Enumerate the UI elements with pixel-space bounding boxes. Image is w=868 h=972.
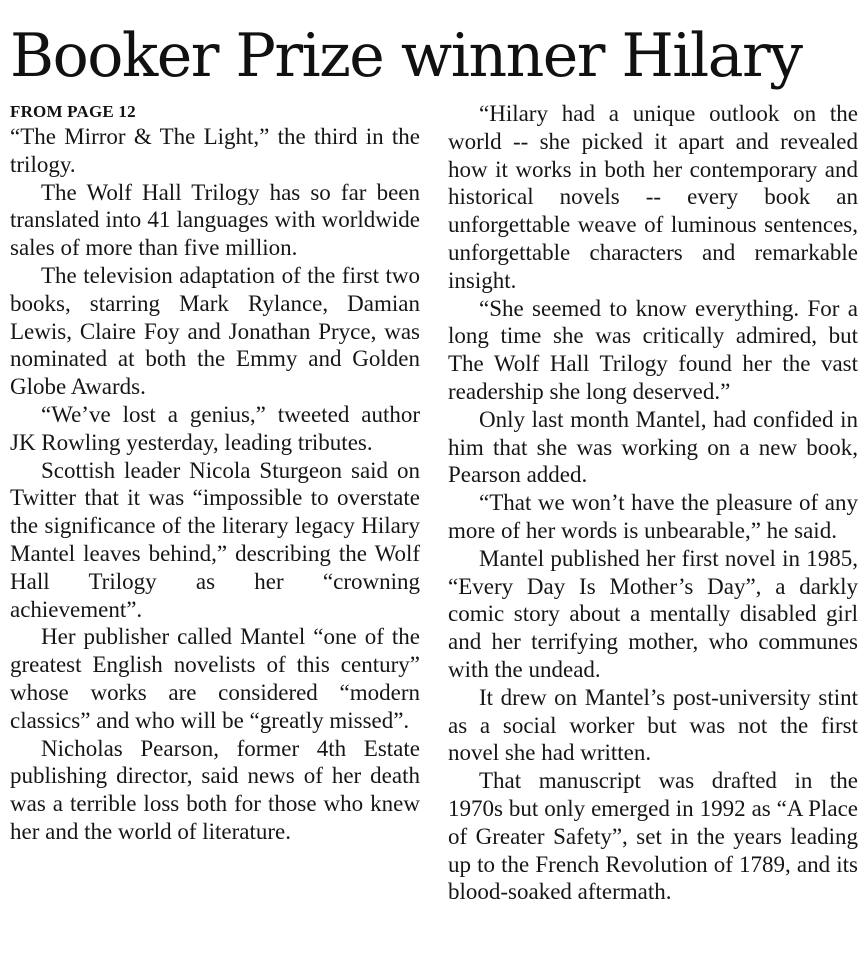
paragraph: The television adaptation of the first two books, starring Mark Rylance, Damian Lewis, Claire Foy and Jonathan Pryce, was nominated at both the Emmy and Golden Globe Awards. [10,262,420,400]
paragraph: It drew on Mantel’s post-university stint as a social worker but was not the first novel she had written. [448,684,858,766]
headline: Booker Prize winner Hilary [10,21,802,91]
paragraph: “That we won’t have the pleasure of any more of her words is unbearable,” he said. [448,490,858,543]
paragraph: That manuscript was drafted in the 1970s but only emerged in 1992 as “A Place of Greater Safety”, set in the years leading up to the French Revolution of 1789, and its blood-soaked aftermath. [448,768,858,905]
article-column-left [10,100,420,846]
paragraph: The Wolf Hall Trilogy has so far been translated into 41 languages with worldwide sales of more than five million. [10,179,420,261]
paragraph: Only last month Mantel, had confided in him that she was working on a new book, Pearson added. [448,406,858,488]
paragraph: “Hilary had a unique outlook on the world -- she picked it apart and revealed how it works in both her contemporary and historical novels -- every book an unforgettable weave of luminous sentences, unforgettable characters and remarkable insight. [448,101,858,293]
paragraph: Her publisher called Mantel “one of the greatest English novelists of this century” whose works are considered “modern classics” and who will be “greatly missed”. [10,624,420,733]
continued-from-kicker: FROM PAGE 12 [10,102,136,121]
paragraph: “The Mirror & The Light,” the third in the trilogy. [10,124,420,177]
paragraph: Scottish leader Nicola Sturgeon said on Twitter that it was “impossible to overstate the significance of the literary legacy Hilary Mantel leaves behind,” describing the Wolf Hall Trilogy as her “crowning achievement”. [10,457,420,622]
paragraph: Mantel published her first novel in 1985, “Every Day Is Mother’s Day”, a darkly comic story about a mentally disabled girl and her terrifying mother, who communes with the undead. [448,545,858,682]
paragraph: “She seemed to know everything. For a long time she was critically admired, but The Wolf Hall Trilogy found her the vast readership she long deserved.” [448,295,858,404]
article-column-right [448,100,858,906]
paragraph: “We’ve lost a genius,” tweeted author JK Rowling yesterday, leading tributes. [10,401,420,455]
paragraph: Nicholas Pearson, former 4th Estate publishing director, said news of her death was a terrible loss both for those who knew her and the world of literature. [10,735,420,844]
